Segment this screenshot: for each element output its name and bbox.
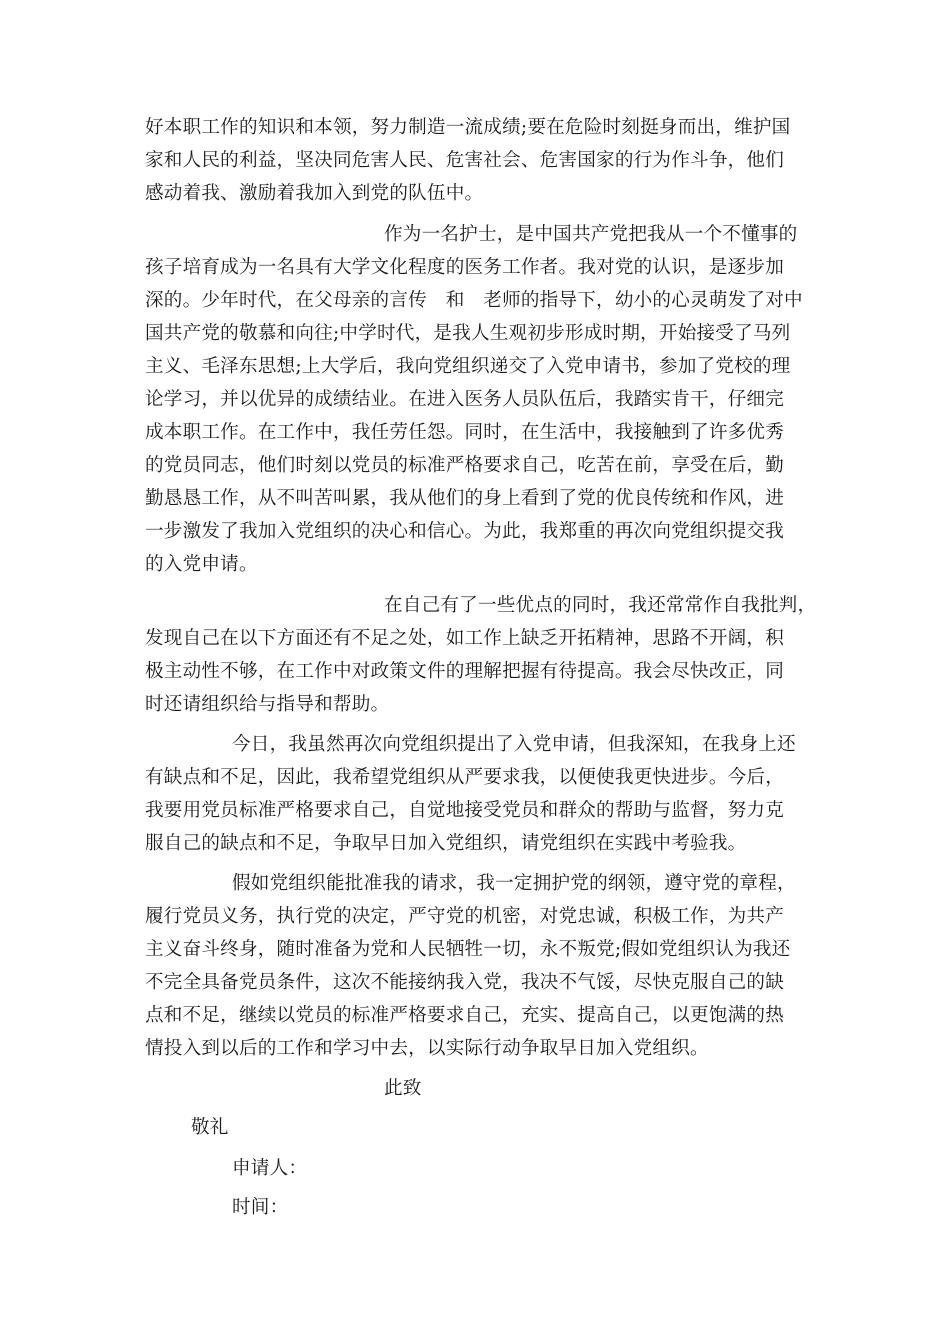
text-line: 主义奋斗终身，随时准备为党和人民牺牲一切，永不叛党;假如党组织认为我还 <box>145 939 791 960</box>
closing-cizhi: 此致 <box>384 1078 422 1099</box>
text-line: 在自己有了一些优点的同时，我还常常作自我批判， <box>384 595 817 616</box>
text-line: 假如党组织能批准我的请求，我一定拥护党的纲领，遵守党的章程， <box>232 873 796 894</box>
time-label: 时间： <box>232 1197 289 1218</box>
text-line: 主义、毛泽东思想;上大学后，我向党组织递交了入党申请书，参加了党校的理 <box>145 356 791 377</box>
text-line: 服自己的缺点和不足，争取早日加入党组织，请党组织在实践中考验我。 <box>145 833 747 854</box>
text-line: 一步激发了我加入党组织的决心和信心。为此，我郑重的再次向党组织提交我 <box>145 521 784 542</box>
text-line: 极主动性不够，在工作中对政策文件的理解把握有待提高。我会尽快改正，同 <box>145 661 784 682</box>
text-line: 我要用党员标准严格要求自己，自觉地接受党员和群众的帮助与监督，努力克 <box>145 800 784 821</box>
closing-jingli: 敬礼 <box>191 1117 229 1138</box>
applicant-label: 申请人： <box>232 1158 308 1179</box>
text-line: 点和不足，继续以党员的标准严格要求自己，充实、提高自己，以更饱满的热 <box>145 1005 784 1026</box>
text-line: 好本职工作的知识和本领，努力制造一流成绩;要在危险时刻挺身而出，维护国 <box>145 117 791 138</box>
text-line: 履行党员义务，执行党的决定，严守党的机密，对党忠诚，积极工作，为共产 <box>145 906 784 927</box>
text-line: 孩子培育成为一名具有大学文化程度的医务工作者。我对党的认识，是逐步加 <box>145 257 784 278</box>
text-line: 成本职工作。在工作中，我任劳任怨。同时，在生活中，我接触到了许多优秀 <box>145 422 784 443</box>
text-line: 深的。少年时代，在父母亲的言传 和 老师的指导下，幼小的心灵萌发了对中 <box>145 290 803 311</box>
text-line: 感动着我、激励着我加入到党的队伍中。 <box>145 183 484 204</box>
text-line: 不完全具备党员条件，这次不能接纳我入党，我决不气馁，尽快克服自己的缺 <box>145 972 784 993</box>
text-line: 有缺点和不足，因此，我希望党组织从严要求我，以便使我更快进步。今后， <box>145 767 784 788</box>
text-line: 作为一名护士，是中国共产党把我从一个不懂事的 <box>384 224 798 245</box>
text-line: 今日，我虽然再次向党组织提出了入党申请，但我深知，在我身上还 <box>232 734 796 755</box>
text-line: 时还请组织给与指导和帮助。 <box>145 694 390 715</box>
text-line: 国共产党的敬慕和向往;中学时代，是我人生观初步形成时期，开始接受了马列 <box>145 323 791 344</box>
text-line: 发现自己在以下方面还有不足之处，如工作上缺乏开拓精神，思路不开阔，积 <box>145 628 784 649</box>
text-line: 情投入到以后的工作和学习中去，以实际行动争取早日加入党组织。 <box>145 1038 709 1059</box>
text-line: 的党员同志，他们时刻以党员的标准严格要求自己，吃苦在前，享受在后，勤 <box>145 455 784 476</box>
text-line: 家和人民的利益，坚决同危害人民、危害社会、危害国家的行为作斗争，他们 <box>145 150 784 171</box>
text-line: 论学习，并以优异的成绩结业。在进入医务人员队伍后，我踏实肯干，仔细完 <box>145 389 784 410</box>
text-line: 的入党申请。 <box>145 554 258 575</box>
text-line: 勤恳恳工作，从不叫苦叫累，我从他们的身上看到了党的优良传统和作风，进 <box>145 488 784 509</box>
